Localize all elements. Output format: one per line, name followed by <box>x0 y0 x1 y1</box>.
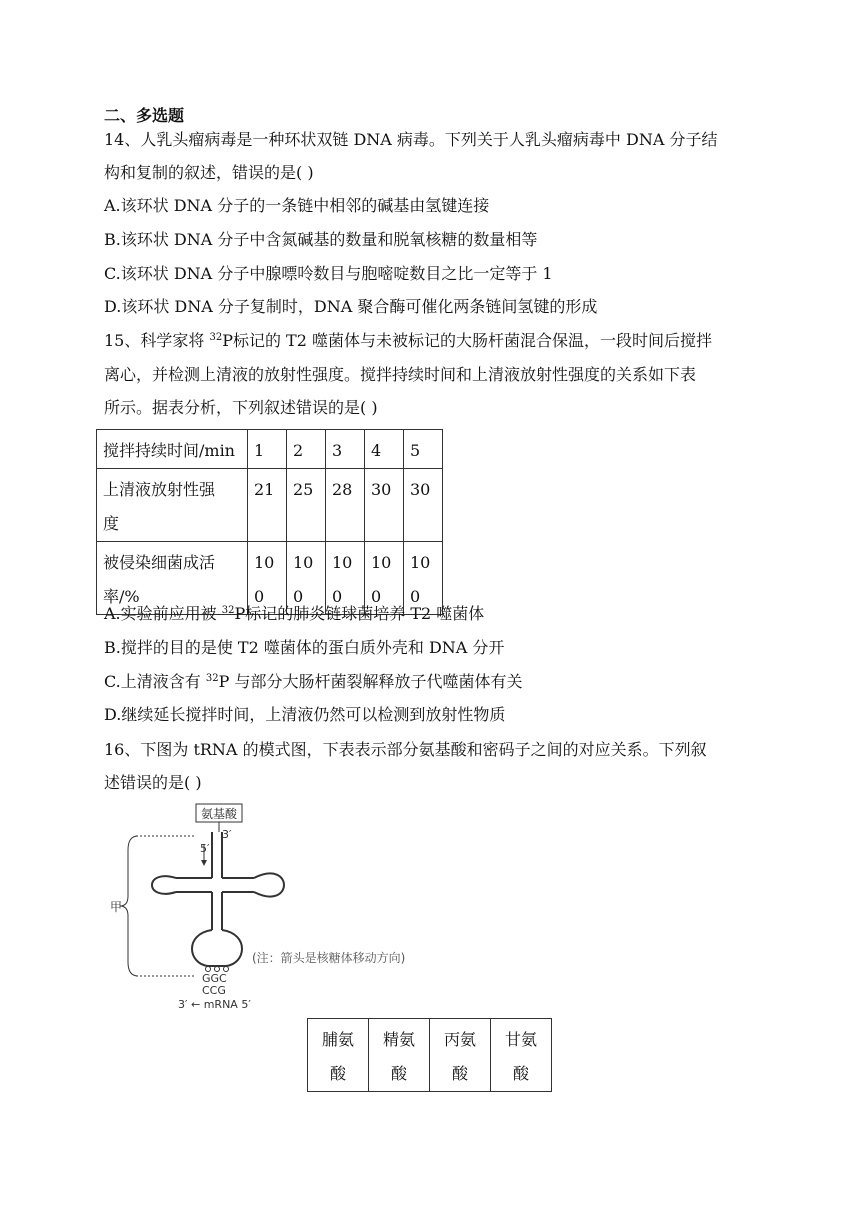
cell-line1: 丙氨 <box>443 1030 476 1049</box>
table-row <box>308 1019 552 1092</box>
row-label-line1: 被侵染细菌成活 <box>103 553 216 572</box>
table-cell: 28 <box>326 469 365 542</box>
q16-stem-line1: 16、下图为 tRNA 的模式图，下表表示部分氨基酸和密码子之间的对应关系。下列叙 <box>104 740 707 759</box>
table-row <box>97 469 443 542</box>
table-cell: 2 <box>287 430 326 469</box>
q15-opt-c-part2: P 与部分大肠杆菌裂解释放子代噬菌体有关 <box>218 672 523 691</box>
q14-option-c: C.该环状 DNA 分子中腺嘌呤数目与胞嘧啶数目之比一定等于 1 <box>104 264 553 283</box>
table-cell <box>491 1019 552 1092</box>
table-cell <box>369 1019 430 1092</box>
cell-line2: 酸 <box>390 1064 407 1083</box>
cell-line1: 精氨 <box>382 1030 415 1049</box>
q15-stem-part-a: 15、科学家将 <box>104 331 210 350</box>
table-cell <box>308 1019 369 1092</box>
amino-acid-label: 氨基酸 <box>200 807 238 821</box>
q14-stem-line1: 14、人乳头瘤病毒是一种环状双链 DNA 病毒。下列关于人乳头瘤病毒中 DNA 分子结 <box>104 130 718 149</box>
q15-option-b: B.搅拌的目的是使 T2 噬菌体的蛋白质外壳和 DNA 分开 <box>104 638 505 657</box>
q15-stem-part-b: P标记的 T2 噬菌体与未被标记的大肠杆菌混合保温，一段时间后搅拌 <box>222 331 712 350</box>
cell-line1: 10 <box>332 553 353 572</box>
q15-opt-c-sup: 32 <box>205 673 219 684</box>
q14-option-d: D.该环状 DNA 分子复制时，DNA 聚合酶可催化两条链间氢键的形成 <box>104 297 598 316</box>
five-prime-left-label: 5′ <box>200 842 210 855</box>
q15-opt-a-sup: 32 <box>221 605 235 616</box>
table-row <box>97 430 443 469</box>
row-label-line2: 率/% <box>103 587 140 606</box>
q15-option-d: D.继续延长搅拌时间，上清液仍然可以检测到放射性物质 <box>104 705 506 724</box>
table-cell: 5 <box>404 430 443 469</box>
row-label-line2: 度 <box>103 514 120 533</box>
q15-opt-c-part1: C.上清液含有 <box>104 672 206 691</box>
cell-line2: 0 <box>371 587 382 606</box>
q15-stem-line3: 所示。据表分析，下列叙述错误的是( ) <box>104 398 378 417</box>
table-cell: 21 <box>248 469 287 542</box>
section-title: 二、多选题 <box>104 106 185 125</box>
table-row-label: 搅拌持续时间/min <box>97 430 248 469</box>
cell-line2: 酸 <box>451 1064 468 1083</box>
q15-data-table <box>96 429 443 615</box>
figure-note: (注：箭头是核糖体移动方向) <box>252 951 406 965</box>
cell-line2: 0 <box>410 587 421 606</box>
anticodon-base <box>206 967 211 972</box>
q15-option-c <box>104 672 522 692</box>
table-row-label <box>97 469 248 542</box>
codon-label: CCG <box>202 984 226 997</box>
t-loop <box>254 873 284 896</box>
q15-opt-a-part1: A.实验前应用被 <box>104 604 222 623</box>
q16-stem-line2: 述错误的是( ) <box>104 773 202 792</box>
table-cell: 30 <box>404 469 443 542</box>
q14-option-a: A.该环状 DNA 分子的一条链中相邻的碱基由氢键连接 <box>104 196 490 215</box>
jia-label: 甲 <box>110 900 123 914</box>
anticodon-base <box>224 967 229 972</box>
cell-line1: 甘氨 <box>504 1030 537 1049</box>
trna-diagram <box>104 800 414 1010</box>
cell-line1: 10 <box>293 553 314 572</box>
cell-line1: 脯氨 <box>321 1030 354 1049</box>
cell-line2: 0 <box>254 587 265 606</box>
q14-option-b: B.该环状 DNA 分子中含氮碱基的数量和脱氧核糖的数量相等 <box>104 230 538 249</box>
table-cell: 3 <box>326 430 365 469</box>
table-cell: 30 <box>365 469 404 542</box>
anticodon-loop <box>192 930 242 966</box>
q15-stem-line2: 离心，并检测上清液的放射性强度。搅拌持续时间和上清液放射性强度的关系如下表 <box>104 365 697 384</box>
table-cell <box>430 1019 491 1092</box>
cell-line2: 酸 <box>329 1064 346 1083</box>
cell-line1: 10 <box>371 553 392 572</box>
q15-stem-line1 <box>104 331 712 351</box>
q15-option-a <box>104 604 484 624</box>
cell-line2: 0 <box>332 587 343 606</box>
table-cell: 25 <box>287 469 326 542</box>
row-label-line1: 上清液放射性强 <box>103 480 216 499</box>
down-arrow-icon <box>201 860 207 866</box>
table-cell: 4 <box>365 430 404 469</box>
anticodon-label: GGC <box>202 972 227 985</box>
d-loop <box>152 876 176 894</box>
anticodon-base <box>215 967 220 972</box>
bracket-brace <box>120 836 138 976</box>
cell-line1: 10 <box>410 553 431 572</box>
cell-line1: 10 <box>254 553 275 572</box>
q16-amino-acid-table <box>307 1018 552 1092</box>
cell-line2: 0 <box>293 587 304 606</box>
mrna-label: 3′ ← mRNA 5′ <box>178 998 251 1010</box>
table-cell: 1 <box>248 430 287 469</box>
cell-line2: 酸 <box>512 1064 529 1083</box>
q15-stem-sup: 32 <box>209 332 223 343</box>
q14-stem-line2: 构和复制的叙述，错误的是( ) <box>104 163 314 182</box>
three-prime-top-label: 3′ <box>222 828 232 841</box>
q15-opt-a-part2: P标记的肺炎链球菌培养 T2 噬菌体 <box>234 604 485 623</box>
